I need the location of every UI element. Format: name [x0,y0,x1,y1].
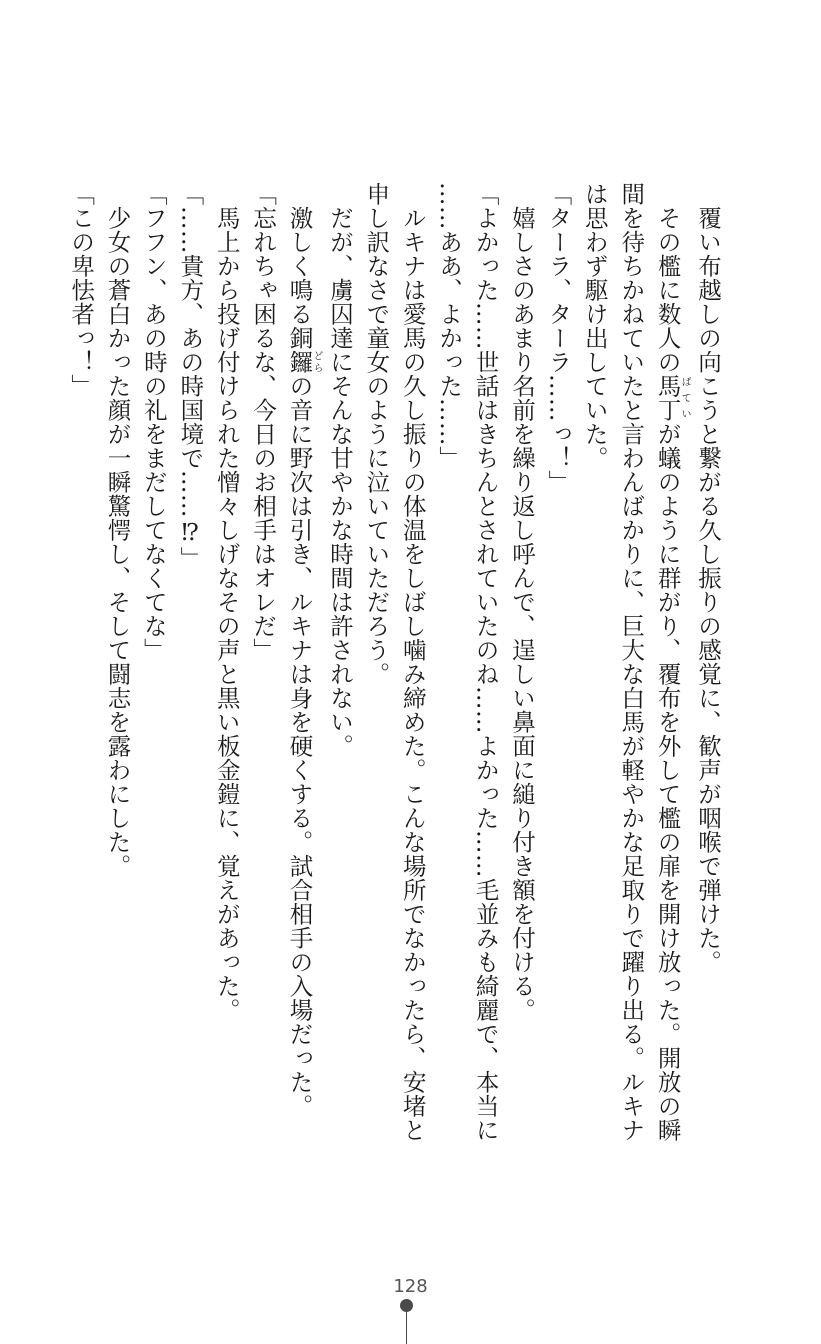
text-line-13: 「忘れちゃ困るな、今日のお相手はオレだ」 [249,182,278,662]
text-segment: その檻に数人の [653,182,682,374]
text-segment: の音に野次は引き、ルキナは身を硬くする。試合相手の入場だった。 [285,374,314,1118]
text-line-18: 「この卑怯者っ！」 [67,182,96,398]
page-marker-line [406,1311,407,1344]
text-line-2 [649,182,691,1142]
text-line-6: 嬉しさのあまり名前を繰り返し呼んで、逞しい鼻面に縋り付き額を付ける。 [507,182,536,1022]
text-line-3: 間を待ちかねていたと言わんばかりに、巨大な白馬が軽やかな足取りで躍り出る。ルキナ [617,182,646,1142]
text-line-16: 「フフン、あの時の礼をまだしてなくてな」 [139,182,168,662]
text-segment: が蟻のように群がり、覆布を外して檻の扉を開け放った。開放の瞬 [653,422,682,1142]
text-line-17: 少女の蒼白かった顔が一瞬驚愕し、そして闘志を露わにした。 [103,182,132,878]
text-line-14: 馬上から投げ付けられた憎々しげなその声と黒い板金鎧に、覚えがあった。 [212,182,241,1022]
ruby-base: 馬丁 [653,374,682,422]
text-line-12 [281,182,323,1118]
text-line-15: 「……貴方、あの時国境で……⁉」 [176,182,205,571]
ruby-reading: どら [311,350,323,374]
text-line-5: 「ターラ、ターラ……っ！」 [544,182,573,494]
ruby-reading: ばてい [679,374,691,422]
text-line-1: 覆い布越しの向こうと繋がる久し振りの感覚に、歓声が咽喉で弾けた。 [694,182,722,974]
text-line-11: だが、虜囚達にそんな甘やかな時間は許されない。 [325,182,354,758]
ruby-bateii [653,374,691,422]
text-line-10: 申し訳なさで童女のように泣いていただろう。 [362,182,391,686]
text-line-8: ……ああ、よかった……」 [435,182,464,470]
ruby-dora [285,350,323,374]
text-segment: 激しく鳴る銅 [285,182,314,350]
vertical-text-block [67,182,726,1142]
text-line-4: は思わず駆け出していた。 [580,182,609,470]
ruby-base: 鑼 [285,350,314,374]
text-line-7: 「よかった……世話はきちんとされていたのね……よかった……毛並みも綺麗で、本当に [471,182,500,1142]
page-number: 128 [393,1276,428,1297]
text-line-9: ルキナは愛馬の久し振りの体温をしばし噛み締めた。こんな場所でなかったら、安堵と [398,182,427,1142]
